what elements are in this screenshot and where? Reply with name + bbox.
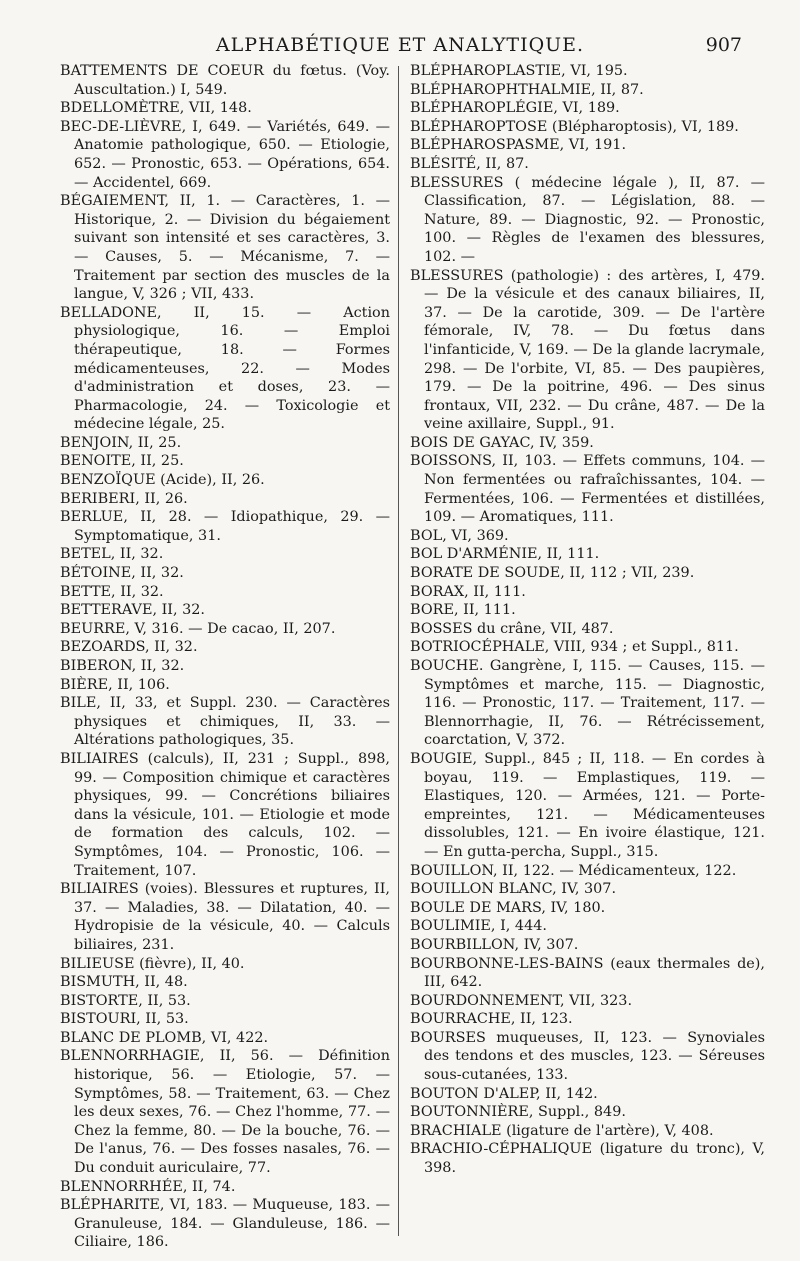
index-entry: BENJOIN, II, 25. xyxy=(60,434,182,451)
index-entry: BENOITE, II, 25. xyxy=(60,453,184,470)
index-entry: BIBERON, II, 32. xyxy=(60,658,185,674)
running-title: ALPHABÉTIQUE ET ANALYTIQUE. xyxy=(215,34,585,56)
index-entry: BORE, II, 111. xyxy=(410,602,516,619)
index-columns xyxy=(60,62,770,1251)
index-entry: BLESSURES (pathologie) : des artères, I, 479. — De la vésicule et des canaux biliaires, II, 37. — De la carotide, 309. — De l'artère fémorale, IV, 78. — Du fœtus dans l'infanticide, V, 169. — De la glande lacrymale, 298. — De l'orbite, VI, 85. — Des paupières, 179. — De la poitrine, 496. — Des sinus frontaux, VII, 232. — Du crâne, 487. — De la veine axillaire, Suppl., 91. xyxy=(410,267,765,433)
index-entry: BOURBILLON, IV, 307. xyxy=(410,936,579,953)
index-entry: BOIS DE GAYAC, IV, 359. xyxy=(410,434,594,451)
column-divider xyxy=(398,66,399,1236)
index-entry: BERLUE, II, 28. — Idiopathique, 29. — Symptomatique, 31. xyxy=(60,509,390,544)
index-entry: BOL D'ARMÉNIE, II, 111. xyxy=(410,546,600,563)
index-entry: BOULE DE MARS, IV, 180. xyxy=(410,899,606,916)
index-entry: BETEL, II, 32. xyxy=(60,546,164,563)
page-header xyxy=(0,28,800,60)
index-entry: BOTRIOCÉPHALE, VIII, 934 ; et Suppl., 811. xyxy=(410,639,739,656)
index-entry: BOURRACHE, II, 123. xyxy=(410,1011,573,1028)
index-entry: BEC-DE-LIÈVRE, I, 649. — Variétés, 649. — Anatomie pathologique, 650. — Etiologie, 652. — Pronostic, 653. — Opérations, 654. — Accidentel, 669. xyxy=(60,118,390,191)
index-entry: BILE, II, 33, et Suppl. 230. — Caractères physiques et chimiques, II, 33. — Altérations pathologiques, 35. xyxy=(60,695,390,749)
index-entry: BILIAIRES (voies). Blessures et ruptures, II, 37. — Maladies, 38. — Dilatation, 40. — Hydropisie de la vésicule, 40. — Calculs biliaires, 231. xyxy=(60,881,390,953)
index-entry: BORAX, II, 111. xyxy=(410,583,526,600)
index-entry: BOURBONNE-LES-BAINS (eaux thermales de), III, 642. xyxy=(410,955,765,991)
index-entry: BOUCHE. Gangrène, I, 115. — Causes, 115. — Symptômes et marche, 115. — Diagnostic, 116. — Pronostic, 117. — Traitement, 117. — Blennorrhagie, II, 76. — Rétrécissement, coarctation, V, 372. xyxy=(410,658,765,749)
index-entry: BISTOURI, II, 53. xyxy=(60,1011,189,1028)
index-entry: BOISSONS, II, 103. — Effets communs, 104. — Non fermentées ou rafraîchissantes, 104. — Fermentées, 106. — Fermentées et distillées, 109. — Aromatiques, 111. xyxy=(410,453,765,526)
index-entry: BÉTOINE, II, 32. xyxy=(60,565,184,582)
index-entry: BORATE DE SOUDE, II, 112 ; VII, 239. xyxy=(410,565,695,582)
index-entry: BLÉPHAROPLASTIE, VI, 195. xyxy=(410,63,628,79)
index-entry: BLÉSITÉ, II, 87. xyxy=(410,155,529,172)
index-entry: BISTORTE, II, 53. xyxy=(60,992,191,1009)
index-entry: BLÉPHAROSPASME, VI, 191. xyxy=(410,137,627,154)
index-entry: BRACHIO-CÉPHALIQUE (ligature du tronc), V, 398. xyxy=(410,1141,765,1177)
index-entry: BENZOÏQUE (Acide), II, 26. xyxy=(60,472,265,489)
index-entry: BILIEUSE (fièvre), II, 40. xyxy=(60,955,245,972)
index-entry: BEURRE, V, 316. — De cacao, II, 207. xyxy=(60,620,336,637)
index-entry: BERIBERI, II, 26. xyxy=(60,490,188,507)
index-entry: BLÉPHAROPTOSE (Blépharoptosis), VI, 189. xyxy=(410,118,739,135)
index-entry: BÉGAIEMENT, II, 1. — Caractères, 1. — Historique, 2. — Division du bégaiement suivant son intensité et ses caractères, 3. — Causes, 5. — Mécanisme, 7. — Traitement par section des muscles de la langue, V, 326 ; VII, 433. xyxy=(60,193,390,303)
index-entry: BEZOARDS, II, 32. xyxy=(60,639,198,656)
index-entry: BATTEMENTS DE COEUR du fœtus. (Voy. Auscultation.) I, 549. xyxy=(60,63,390,98)
right-column xyxy=(410,62,765,1178)
index-entry: BLANC DE PLOMB, VI, 422. xyxy=(60,1029,269,1046)
index-entry: BOURSES muqueuses, II, 123. — Synoviales des tendons et des muscles, 123. — Séreuses sous-cutanées, 133. xyxy=(410,1029,765,1084)
index-entry: BOL, VI, 369. xyxy=(410,527,509,544)
index-entry: BRACHIALE (ligature de l'artère), V, 408. xyxy=(410,1122,714,1139)
index-entry: BOULIMIE, I, 444. xyxy=(410,918,547,935)
index-entry: BOUTON D'ALEP, II, 142. xyxy=(410,1085,598,1102)
index-entry: BLESSURES ( médecine légale ), II, 87. — Classification, 87. — Législation, 88. — Nature, 89. — Diagnostic, 92. — Pronostic, 100. — Règles de l'examen des blessures, 102. — xyxy=(410,174,765,265)
index-entry: BILIAIRES (calculs), II, 231 ; Suppl., 898, 99. — Composition chimique et caractères physiques, 99. — Concrétions biliaires dans la vésicule, 101. — Etiologie et mode de formation des calculs, 102. — Symptômes, 104. — Pronostic, 106. — Traitement, 107. xyxy=(60,750,390,879)
index-entry: BETTE, II, 32. xyxy=(60,583,164,600)
index-entry: BOUILLON BLANC, IV, 307. xyxy=(410,881,617,898)
index-entry: BELLADONE, II, 15. — Action physiologique, 16. — Emploi thérapeutique, 18. — Formes médicamenteuses, 22. — Modes d'administration et doses, 23. — Pharmacologie, 24. — Toxicologie et médecine légale, 25. xyxy=(60,304,390,433)
index-entry: BLÉPHARITE, VI, 183. — Muqueuse, 183. — Granuleuse, 184. — Glanduleuse, 186. — Ciliaire, 186. xyxy=(60,1197,390,1251)
index-entry: BOUILLON, II, 122. — Médicamenteux, 122. xyxy=(410,862,737,879)
index-entry: BLENNORRHAGIE, II, 56. — Définition historique, 56. — Etiologie, 57. — Symptômes, 58. — Traitement, 63. — Chez les deux sexes, 76. — Chez l'homme, 77. — Chez la femme, 80. — De la bouche, 76. — De l'anus, 76. — Des fosses nasales, 76. — Du conduit auriculaire, 77. xyxy=(60,1048,390,1177)
index-entry: BETTERAVE, II, 32. xyxy=(60,602,206,619)
index-entry: BOUGIE, Suppl., 845 ; II, 118. — En cordes à boyau, 119. — Emplastiques, 119. — Elastiques, 120. — Armées, 121. — Porte-empreintes, 121. — Médicamenteuses dissolubles, 121. — En ivoire élastique, 121. — En gutta-percha, Suppl., 315. xyxy=(410,750,765,860)
index-entry: BOSSES du crâne, VII, 487. xyxy=(410,620,614,637)
index-entry: BLÉPHAROPHTHALMIE, II, 87. xyxy=(410,81,644,98)
page-number: 907 xyxy=(705,34,742,56)
index-entry: BOURDONNEMENT, VII, 323. xyxy=(410,992,633,1009)
index-entry: BOUTONNIÈRE, Suppl., 849. xyxy=(410,1104,626,1121)
index-entry: BISMUTH, II, 48. xyxy=(60,974,188,991)
index-entry: BDELLOMÈTRE, VII, 148. xyxy=(60,100,252,117)
index-entry: BLENNORRHÉE, II, 74. xyxy=(60,1178,236,1195)
left-column xyxy=(60,62,390,1252)
index-entry: BLÉPHAROPLÉGIE, VI, 189. xyxy=(410,100,620,117)
index-entry: BIÈRE, II, 106. xyxy=(60,676,170,693)
